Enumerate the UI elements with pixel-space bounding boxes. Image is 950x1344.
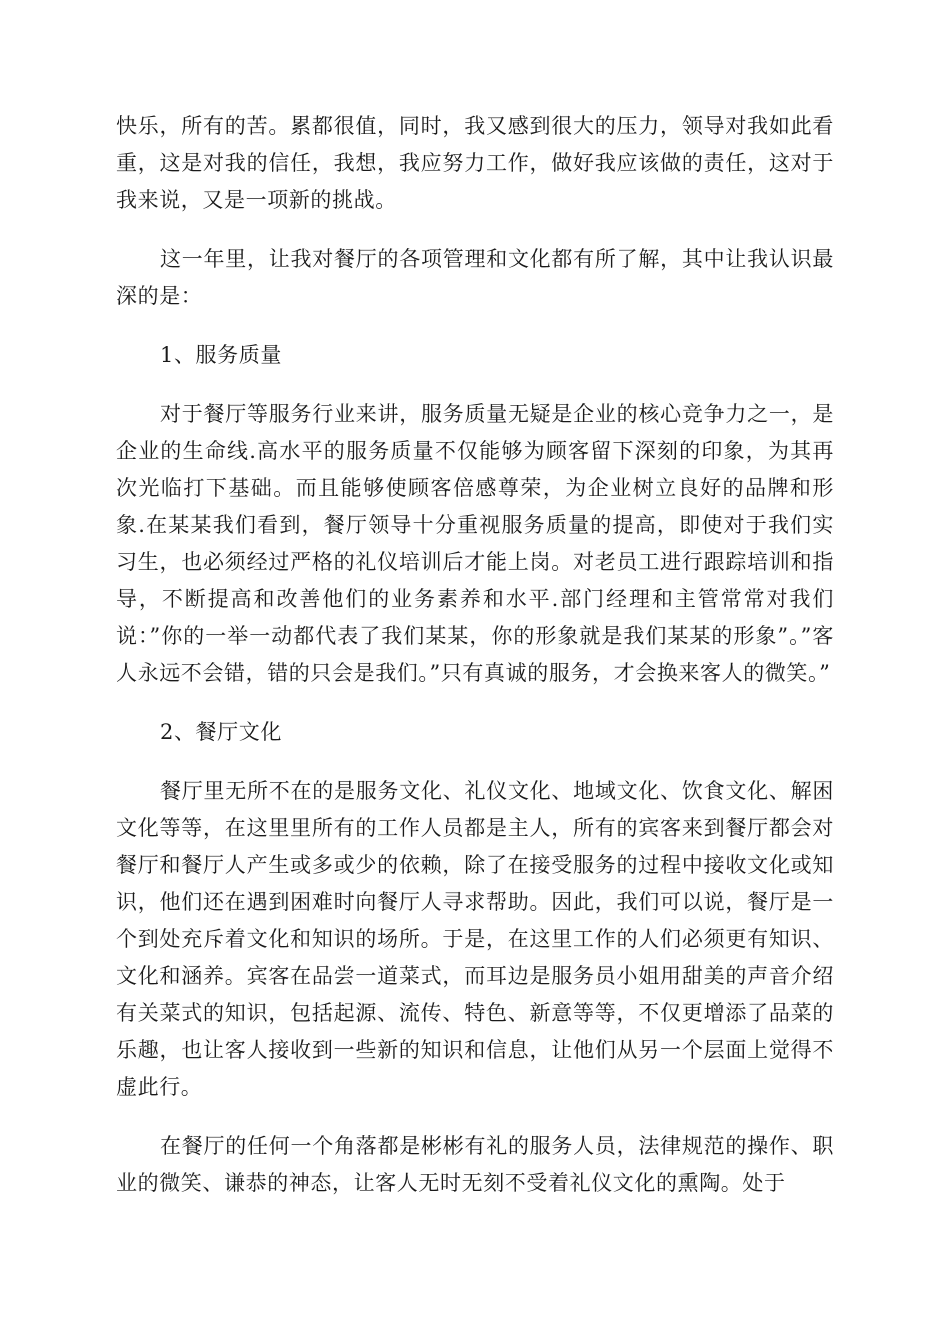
paragraph-service-quality: 对于餐厅等服务行业来讲，服务质量无疑是企业的核心竞争力之一，是企业的生命线.高水平的服务质量不仅能够为顾客留下深刻的印象，为其再次光临打下基础。而且能够使顾客倍感尊荣，为企业树立良好的品牌和形象.在某某我们看到，餐厅领导十分重视服务质量的提高，即使对于我们实习生，也必须经过严格的礼仪培训后才能上岗。对老员工进行跟踪培训和指导，不断提高和改善他们的业务素养和水平.部门经理和主管常常对我们说：”你的一举一动都代表了我们某某，你的形象就是我们某某的形象”。”客人永远不会错，错的只会是我们。”只有真诚的服务，才会换来客人的微笑。” <box>116 402 834 685</box>
paragraph-restaurant-culture: 餐厅里无所不在的是服务文化、礼仪文化、地域文化、饮食文化、解困文化等等，在这里里所有的工作人员都是主人，所有的宾客来到餐厅都会对餐厅和餐厅人产生或多或少的依赖，除了在接受服务的过程中接收文化或知识，他们还在遇到困难时向餐厅人寻求帮助。因此，我们可以说，餐厅是一个到处充斥着文化和知识的场所。于是，在这里工作的人们必须更有知识、文化和涵养。宾客在品尝一道菜式，而耳边是服务员小姐用甜美的声音介绍有关菜式的知识，包括起源、流传、特色、新意等等，不仅更增添了品菜的乐趣，也让客人接收到一些新的知识和信息，让他们从另一个层面上觉得不虚此行。 <box>116 779 834 1099</box>
paragraph-etiquette: 在餐厅的任何一个角落都是彬彬有礼的服务人员，法律规范的操作、职业的微笑、谦恭的神态，让客人无时无刻不受着礼仪文化的熏陶。处于 <box>116 1134 834 1195</box>
section-heading-restaurant-culture: 2、餐厅文化 <box>160 720 282 744</box>
paragraph-continuation: 快乐，所有的苦。累都很值，同时，我又感到很大的压力，领导对我如此看重，这是对我的信任，我想，我应努力工作，做好我应该做的责任，这对于我来说，又是一项新的挑战。 <box>116 114 834 212</box>
paragraph-intro: 这一年里，让我对餐厅的各项管理和文化都有所了解，其中让我认识最深的是： <box>116 247 834 308</box>
section-heading-service-quality: 1、服务质量 <box>160 343 282 367</box>
